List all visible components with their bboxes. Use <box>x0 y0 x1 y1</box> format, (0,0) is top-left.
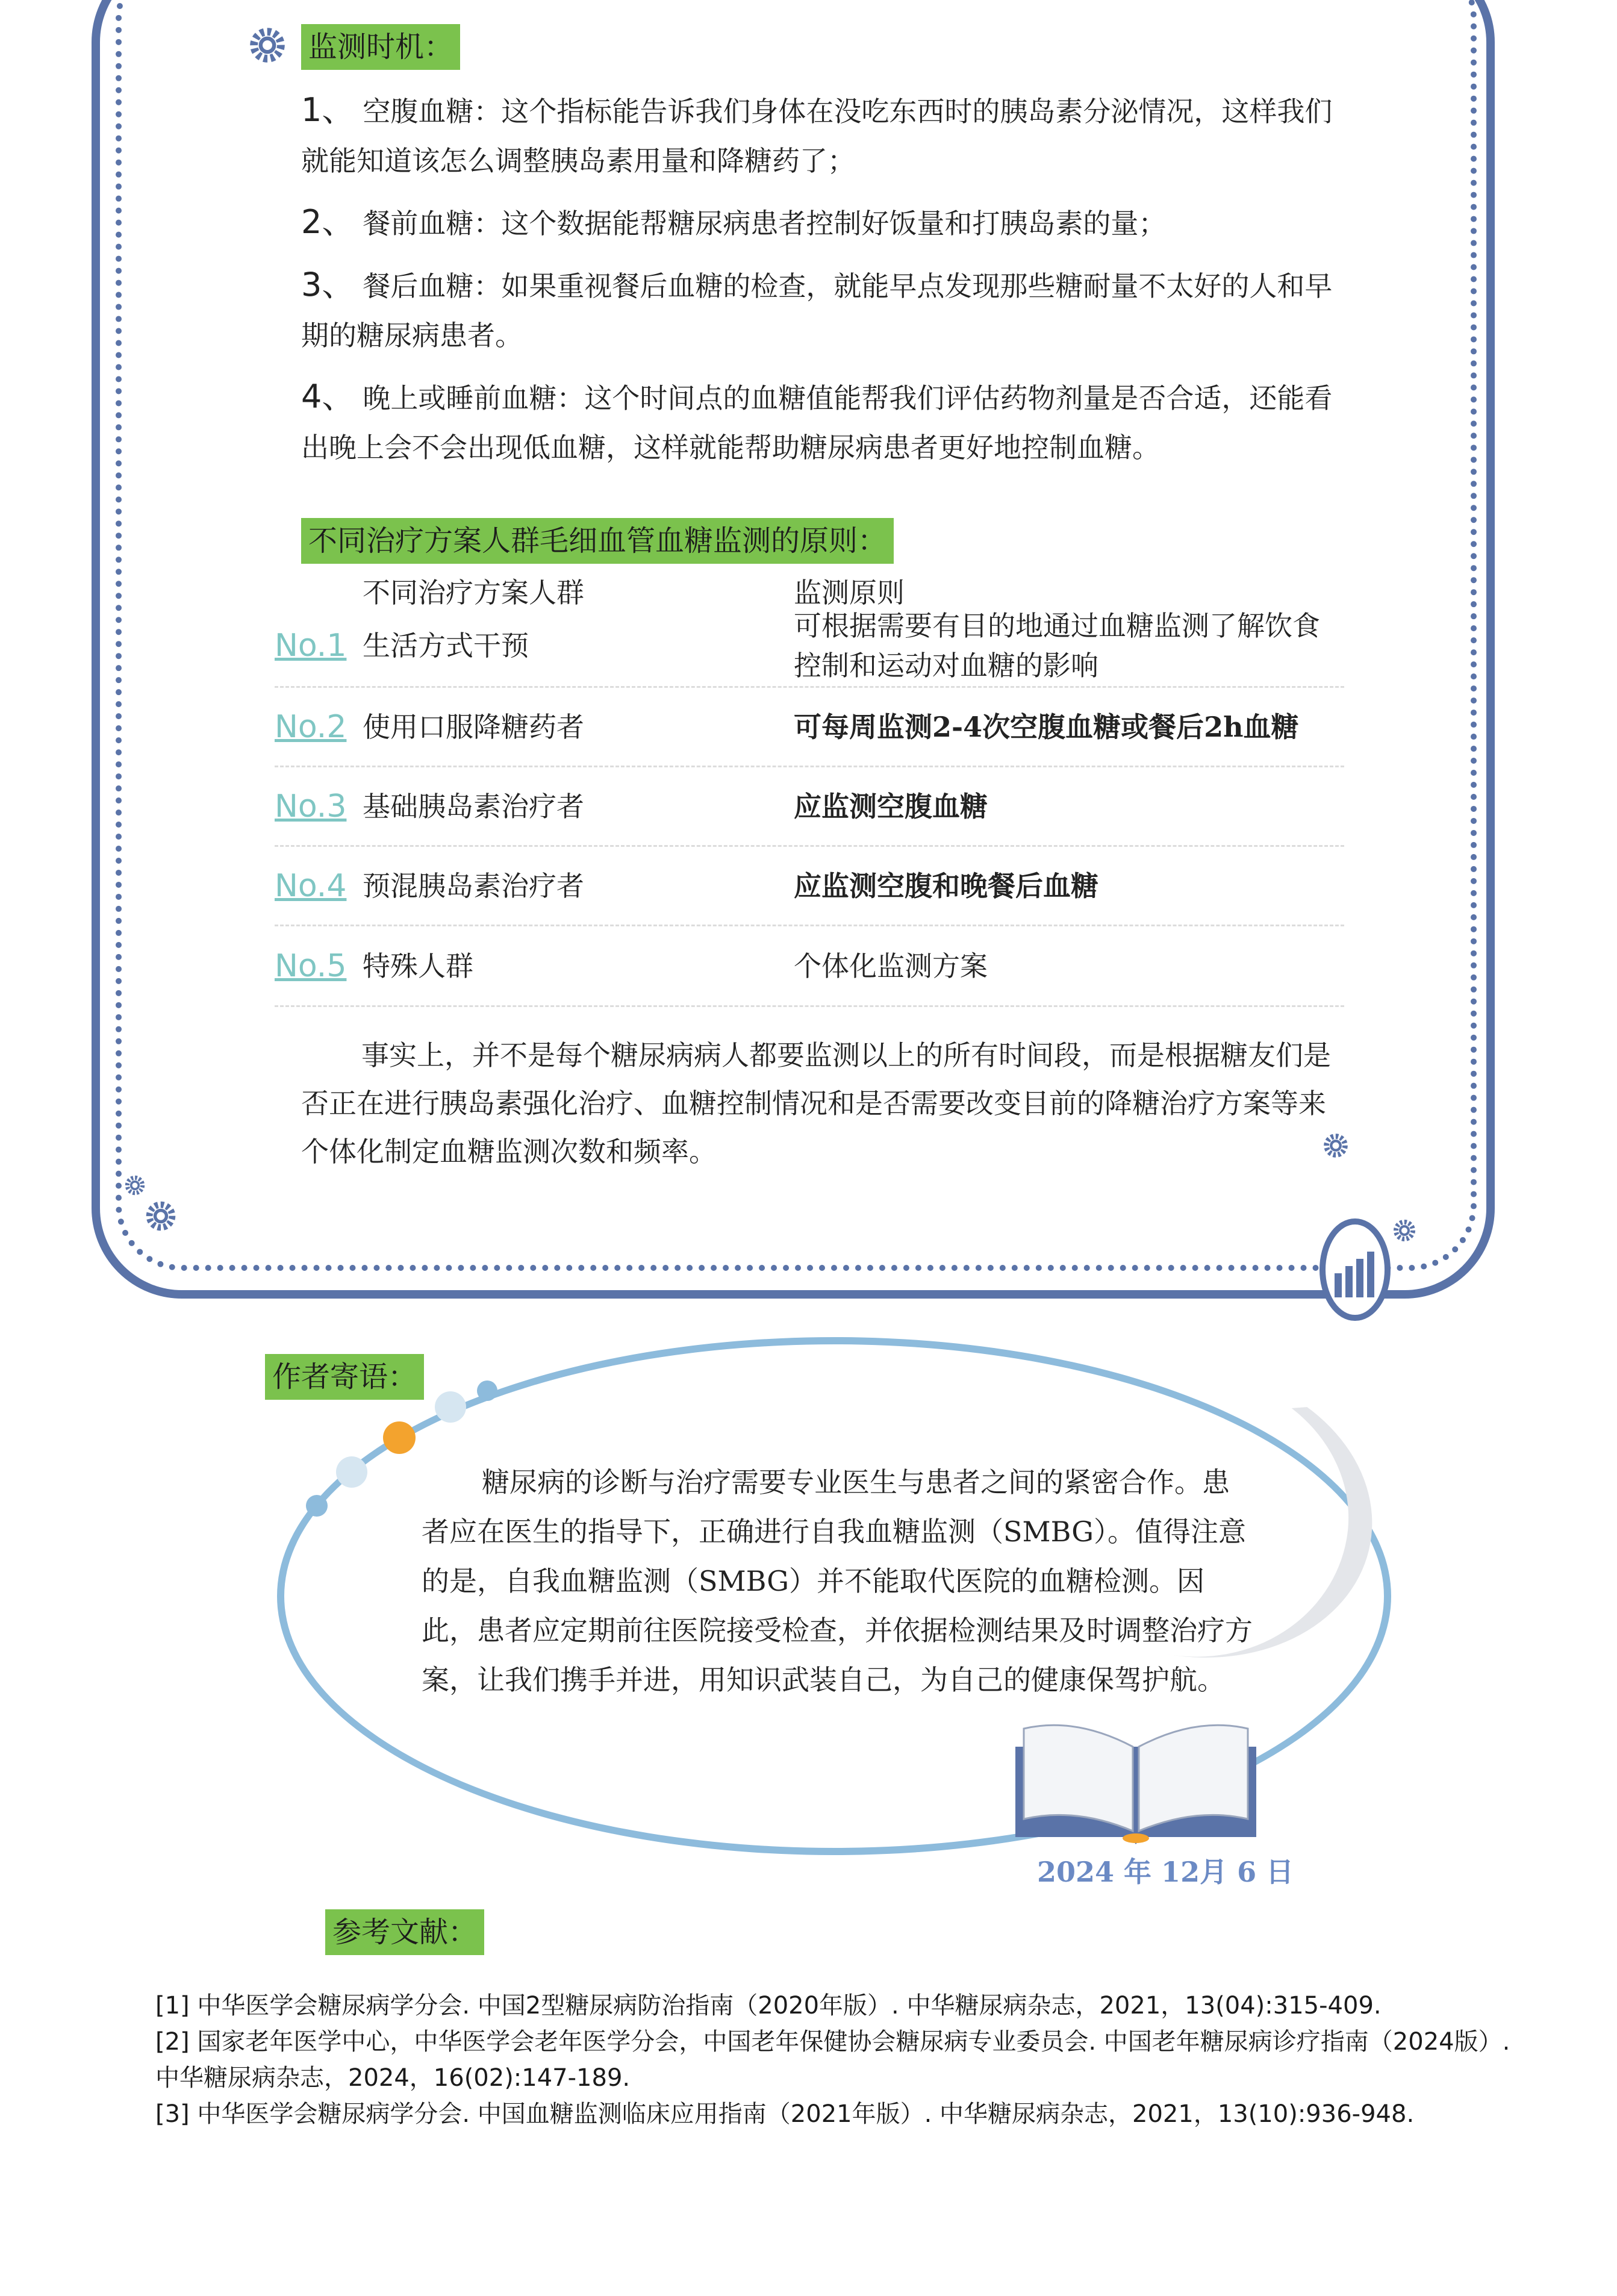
table-row <box>275 847 1344 926</box>
reference-item: [2] 国家老年医学中心，中华医学会老年医学分会，中国老年保健协会糖尿病专业委员会. 中国老年糖尿病诊疗指南（2024版）. 中华糖尿病杂志，2024，16(02):147-189. <box>155 2028 1510 2092</box>
item-number: 2、 <box>301 203 355 241</box>
reference-item: [3] 中华医学会糖尿病学分会. 中国血糖监测临床应用指南（2021年版）. 中华糖尿病杂志，2021，13(10):936-948. <box>155 2100 1415 2128</box>
timing-item <box>301 86 1349 186</box>
summary-paragraph: 事实上，并不是每个糖尿病病人都要监测以上的所有时间段，而是根据糖友们是否正在进行胰岛素强化治疗、血糖控制情况和是否需要改变目前的降糖治疗方案等来个体化制定血糖监测次数和频率。 <box>301 1039 1331 1168</box>
author-note: 糖尿病的诊断与治疗需要专业医生与患者之间的紧密合作。患者应在医生的指导下，正确进行自我血糖监测（SMBG）。值得注意的是，自我血糖监测（SMBG）并不能取代医院的血糖检测。因此，患者应定期前往医院接受检查，并依据检测结果及时调整治疗方案，让我们携手并进，用知识武装自己，为自己的健康保驾护航。 <box>422 1466 1253 1696</box>
row-number: No.1 <box>275 627 347 664</box>
item-number: 1、 <box>301 91 355 129</box>
item-text: 餐前血糖：这个数据能帮糖尿病患者控制好饭量和打胰岛素的量； <box>363 207 1167 240</box>
bubble-dot <box>383 1421 416 1454</box>
bubble-dot <box>435 1391 466 1423</box>
row-group: 特殊人群 <box>363 949 473 982</box>
timing-item <box>301 372 1349 472</box>
open-book-icon <box>1009 1711 1262 1849</box>
references-label: 参考文献： <box>325 1909 484 1955</box>
table-row <box>275 605 1344 688</box>
row-number: No.2 <box>275 708 347 745</box>
author-label: 作者寄语： <box>265 1354 424 1400</box>
column-header-group: 不同治疗方案人群 <box>363 576 584 609</box>
note-date: 2024 年 12月 6 日 <box>1037 1856 1294 1888</box>
timing-label: 监测时机： <box>301 24 460 70</box>
reference-item: [1] 中华医学会糖尿病学分会. 中国2型糖尿病防治指南（2020年版）. 中华糖尿病杂志，2021，13(04):315-409. <box>155 1992 1382 2020</box>
references-list <box>155 1988 1528 2132</box>
bubble-dot <box>477 1380 497 1401</box>
row-rule: 可根据需要有目的地通过血糖监测了解饮食控制和运动对血糖的影响 <box>794 609 1320 682</box>
column-header-rule: 监测原则 <box>794 576 905 609</box>
timing-list <box>301 86 1349 484</box>
timing-item <box>301 260 1349 360</box>
chart-badge-icon <box>1318 1211 1392 1329</box>
item-text: 晚上或睡前血糖：这个时间点的血糖值能帮我们评估药物剂量是否合适，还能看出晚上会不会出现低血糖，这样就能帮助糖尿病患者更好地控制血糖。 <box>301 382 1333 464</box>
principle-table <box>275 571 1344 1007</box>
gear-icon <box>248 24 287 66</box>
row-group: 生活方式干预 <box>363 629 529 662</box>
row-rule: 应监测空腹和晚餐后血糖 <box>794 869 1098 902</box>
row-rule: 应监测空腹血糖 <box>794 790 988 823</box>
timing-item <box>301 198 1349 248</box>
row-number: No.4 <box>275 867 347 904</box>
bubble-dot <box>336 1456 367 1488</box>
gear-icon <box>124 1173 146 1197</box>
item-number: 4、 <box>301 378 355 416</box>
table-row <box>275 767 1344 847</box>
row-group: 预混胰岛素治疗者 <box>363 869 584 902</box>
row-group: 使用口服降糖药者 <box>363 710 584 743</box>
gear-icon <box>1392 1215 1416 1246</box>
gear-icon <box>145 1195 177 1237</box>
row-number: No.3 <box>275 788 347 825</box>
row-rule: 可每周监测2-4次空腹血糖或餐后2h血糖 <box>794 710 1299 743</box>
item-text: 餐后血糖：如果重视餐后血糖的检查，就能早点发现那些糖耐量不太好的人和早期的糖尿病患者。 <box>301 270 1333 352</box>
principle-label: 不同治疗方案人群毛细血管血糖监测的原则： <box>301 518 894 564</box>
item-text: 空腹血糖：这个指标能告诉我们身体在没吃东西时的胰岛素分泌情况，这样我们就能知道该怎么调整胰岛素用量和降糖药了； <box>301 95 1333 177</box>
table-row <box>275 926 1344 1007</box>
row-group: 基础胰岛素治疗者 <box>363 790 584 823</box>
table-row <box>275 688 1344 767</box>
row-number: No.5 <box>275 947 347 984</box>
bubble-dot <box>306 1495 328 1517</box>
row-rule: 个体化监测方案 <box>794 949 988 982</box>
item-number: 3、 <box>301 266 355 304</box>
